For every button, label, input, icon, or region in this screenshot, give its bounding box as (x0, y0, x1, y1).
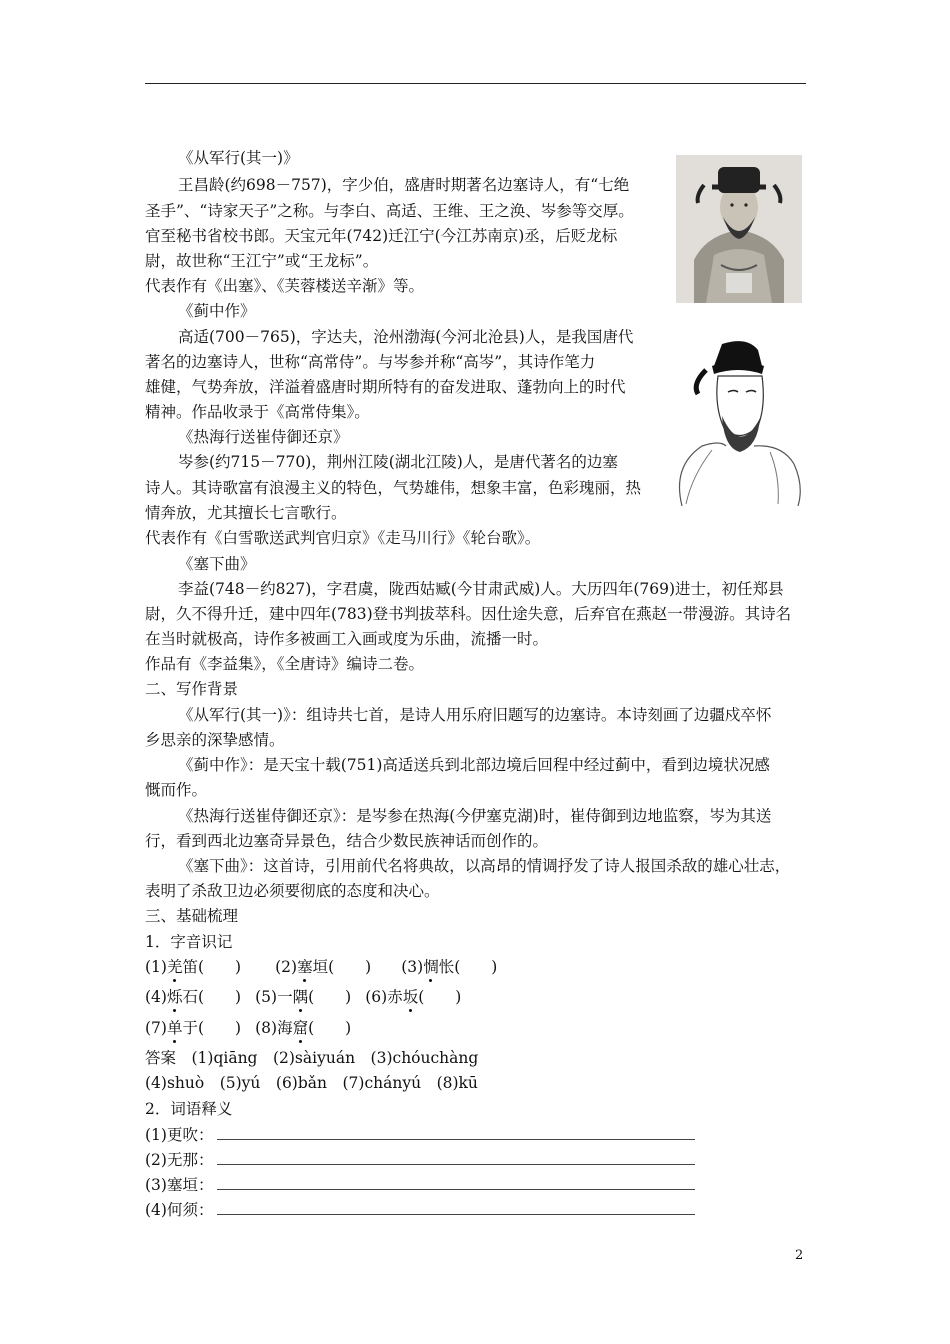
portrait-wang-changling-image (676, 155, 802, 303)
character: 烁 (166, 988, 183, 1006)
bio-line: 尉，故世称“王江宁”或“王龙标”。 (145, 252, 379, 270)
answer-parens[interactable]: ( ) (308, 1019, 352, 1037)
vocab-term: (4)何须： (145, 1201, 214, 1219)
pronunciation-item (145, 1019, 241, 1037)
vocab-item (145, 1149, 695, 1171)
answer-parens[interactable]: ( ) (198, 988, 242, 1006)
background-line: 《热海行送崔侍御还京》：是岑参在热海(今伊塞克湖)时，崔侍御到边地监察，岑为其送 (178, 807, 772, 825)
item-number: (6) (365, 988, 388, 1006)
item-number: (1) (145, 958, 167, 976)
pronunciation-item (145, 988, 241, 1006)
pronunciation-item (365, 988, 461, 1006)
pronunciation-row (145, 956, 497, 978)
character: 垣 (312, 958, 329, 976)
vocab-item (145, 1174, 695, 1196)
bio-line: 官至秘书省校书郎。天宝元年(742)迁江宁(今江苏南京)丞，后贬龙标 (145, 227, 618, 245)
heading-writing-background: 二、写作背景 (145, 680, 239, 698)
answer-parens[interactable]: ( ) (198, 958, 242, 976)
character: 笛 (182, 958, 198, 976)
pronunciation-row (145, 986, 461, 1008)
answer-blank[interactable] (217, 1200, 695, 1215)
item-number: (8) (255, 1019, 278, 1037)
character: 单 (166, 1019, 183, 1037)
background-line: 《塞下曲》：这首诗，引用前代名将典故，以高昂的情调抒发了诗人报国杀敌的雄心壮志， (178, 857, 791, 875)
bio-line: 岑参(约715－770)，荆州江陵(湖北江陵)人，是唐代著名的边塞 (178, 453, 618, 471)
character: 海 (277, 1019, 293, 1037)
answer-parens[interactable]: ( ) (454, 958, 498, 976)
answer-blank[interactable] (217, 1175, 695, 1190)
background-line: 乡思亲的深挚感情。 (145, 731, 285, 749)
character: 赤 (387, 988, 403, 1006)
answer-parens[interactable]: ( ) (308, 988, 352, 1006)
bio-line: 高适(700－765)，字达夫，沧州渤海(今河北沧县)人，是我国唐代 (178, 328, 634, 346)
item-number: (4) (145, 988, 167, 1006)
background-line: 慨而作。 (145, 781, 208, 799)
character: 窟 (292, 1019, 309, 1037)
character: 塞 (297, 958, 313, 976)
bio-line: 代表作有《白雪歌送武判官归京》《走马川行》《轮台歌》。 (145, 529, 541, 547)
vocab-term: (3)塞垣： (145, 1176, 214, 1194)
answer-parens[interactable]: ( ) (198, 1019, 242, 1037)
pronunciation-item (255, 988, 351, 1006)
answer-line: (4)shuò (5)yú (6)bǎn (7)chányú (8)kū (145, 1074, 478, 1092)
answer-line: 答案 (1)qiāng (2)sàiyuán (3)chóuchàng (145, 1049, 479, 1067)
background-line: 表明了杀敌卫边必须要彻底的态度和决心。 (145, 882, 440, 900)
character: 坂 (402, 988, 419, 1006)
bio-line: 作品有《李益集》，《全唐诗》编诗二卷。 (145, 655, 425, 673)
background-line: 《蓟中作》：是天宝十载(751)高适送兵到北部边境后回程中经过蓟中，看到边境状况感 (178, 756, 770, 774)
bio-line: 王昌龄(约698－757)，字少伯，盛唐时期著名边塞诗人，有“七绝 (178, 176, 630, 194)
heading-basics: 三、基础梳理 (145, 907, 239, 925)
item-number: (2) (275, 958, 298, 976)
character: 怅 (438, 958, 455, 976)
character: 于 (182, 1019, 198, 1037)
character: 惆 (423, 958, 439, 976)
bio-line: 精神。作品收录于《高常侍集》。 (145, 403, 370, 421)
bio-line: 诗人。其诗歌富有浪漫主义的特色，气势雄伟，想象丰富，色彩瑰丽，热 (145, 479, 642, 497)
section-title-rehaixing: 《热海行送崔侍御还京》 (178, 428, 349, 446)
bio-line: 李益(748－约827)，字君虞，陇西姑臧(今甘肃武威)人。大历四年(769)进士，初任郑县 (178, 580, 784, 598)
vocab-item (145, 1124, 695, 1146)
header-rule (145, 83, 806, 84)
item-number: (5) (255, 988, 278, 1006)
bio-line: 雄健，气势奔放，洋溢着盛唐时期所特有的奋发进取、蓬勃向上的时代 (145, 378, 626, 396)
item-number: (3) (401, 958, 424, 976)
character: 一 (277, 988, 293, 1006)
background-line: 《从军行(其一)》：组诗共七首，是诗人用乐府旧题写的边塞诗。本诗刻画了边疆戍卒怀 (178, 706, 772, 724)
pronunciation-item (145, 958, 241, 976)
item-number: (7) (145, 1019, 167, 1037)
vocab-term: (2)无那： (145, 1151, 214, 1169)
bio-line: 圣手”、“诗家天子”之称。与李白、高适、王维、王之涣、岑参等交厚。 (145, 202, 634, 220)
portrait-gao-shi-image (662, 336, 810, 508)
background-line: 行，看到西北边塞奇异景色，结合少数民族神话而创作的。 (145, 832, 549, 850)
subheading-pronunciation: 1．字音识记 (145, 933, 233, 951)
bio-line: 在当时就极高，诗作多被画工入画或度为乐曲，流播一时。 (145, 630, 549, 648)
page-number: 2 (795, 1248, 804, 1263)
character: 隅 (292, 988, 309, 1006)
bio-line: 代表作有《出塞》、《芙蓉楼送辛渐》等。 (145, 277, 425, 295)
vocab-term: (1)更吹： (145, 1126, 214, 1144)
bio-line: 著名的边塞诗人，世称“高常侍”。与岑参并称“高岑”，其诗作笔力 (145, 353, 596, 371)
pronunciation-item (275, 958, 371, 976)
character: 石 (182, 988, 198, 1006)
bio-line: 尉，久不得升迁，建中四年(783)登书判拔萃科。因仕途失意，后弃官在燕赵一带漫游。其诗名 (145, 605, 792, 623)
answer-blank[interactable] (217, 1150, 695, 1165)
answer-parens[interactable]: ( ) (418, 988, 462, 1006)
section-title-jizhongzuo: 《蓟中作》 (178, 302, 256, 320)
pronunciation-item (255, 1019, 351, 1037)
bio-line: 情奔放，尤其擅长七言歌行。 (145, 504, 347, 522)
answer-parens[interactable]: ( ) (328, 958, 372, 976)
subheading-vocabulary: 2．词语释义 (145, 1100, 233, 1118)
answer-blank[interactable] (217, 1125, 695, 1140)
pronunciation-item (401, 958, 497, 976)
vocab-item (145, 1199, 695, 1221)
character: 羌 (166, 958, 183, 976)
section-title-saixiaqu: 《塞下曲》 (178, 555, 256, 573)
section-title-congjunxing: 《从军行(其一)》 (178, 149, 299, 167)
pronunciation-row (145, 1017, 351, 1039)
